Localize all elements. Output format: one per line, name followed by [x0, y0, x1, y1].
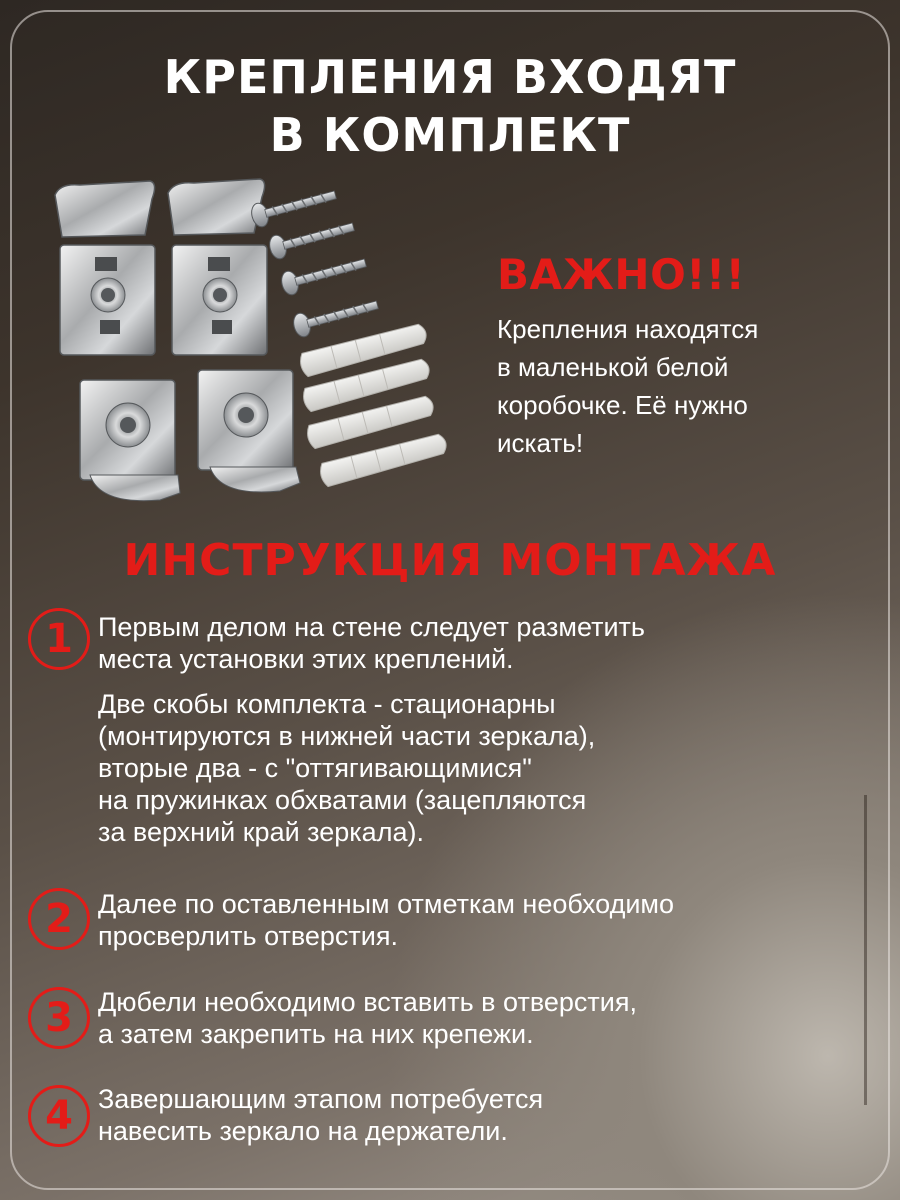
step-line: (монтируются в нижней части зеркала), — [98, 721, 596, 751]
step-line: а затем закрепить на них крепежи. — [98, 1019, 534, 1049]
step-line: вторые два - с "оттягивающимися" — [98, 753, 532, 783]
step-number-4-badge: 4 — [28, 1085, 90, 1147]
fixed-bracket-2 — [198, 370, 300, 492]
step-number-3-badge: 3 — [28, 987, 90, 1049]
page-title-line-1: КРЕПЛЕНИЯ ВХОДЯТ — [163, 50, 737, 104]
step-line: Завершающим этапом потребуется — [98, 1084, 544, 1114]
step-3-text — [98, 986, 878, 1050]
step-line: места установки этих креплений. — [98, 644, 514, 674]
step-line: Две скобы комплекта - стационарны — [98, 689, 556, 719]
step-4-text — [98, 1083, 878, 1147]
important-heading: ВАЖНО!!! — [497, 250, 746, 299]
step-1-text — [98, 611, 878, 675]
mounting-hardware-kit-image — [40, 175, 480, 525]
step-line: Далее по оставленным отметкам необходимо — [98, 889, 674, 919]
important-line: искать! — [497, 428, 584, 458]
spring-clip-2 — [168, 179, 267, 355]
step-2-text — [98, 888, 878, 952]
spring-clip-1 — [55, 181, 155, 355]
step-line: Первым делом на стене следует разметить — [98, 612, 645, 642]
step-line: за верхний край зеркала). — [98, 817, 424, 847]
important-line: в маленькой белой — [497, 352, 729, 382]
step-number-2-badge: 2 — [28, 888, 90, 950]
step-line: на пружинках обхватами (зацепляются — [98, 785, 587, 815]
important-line: коробочке. Её нужно — [497, 390, 748, 420]
mounting-hardware-kit-icon — [40, 175, 480, 525]
step-line: Дюбели необходимо вставить в отверстия, — [98, 987, 637, 1017]
step-number-1-badge: 1 — [28, 608, 90, 670]
step-line: просверлить отверстия. — [98, 921, 399, 951]
screws — [249, 183, 380, 338]
page-title-line-2: В КОМПЛЕКТ — [269, 108, 631, 162]
instructions-heading: ИНСТРУКЦИЯ МОНТАЖА — [123, 535, 777, 586]
wall-plugs — [298, 321, 449, 488]
fixed-bracket-1 — [80, 380, 180, 501]
important-note — [497, 310, 877, 462]
important-line: Крепления находятся — [497, 314, 759, 344]
step-line: навесить зеркало на держатели. — [98, 1116, 508, 1146]
step-1-details — [98, 688, 878, 848]
